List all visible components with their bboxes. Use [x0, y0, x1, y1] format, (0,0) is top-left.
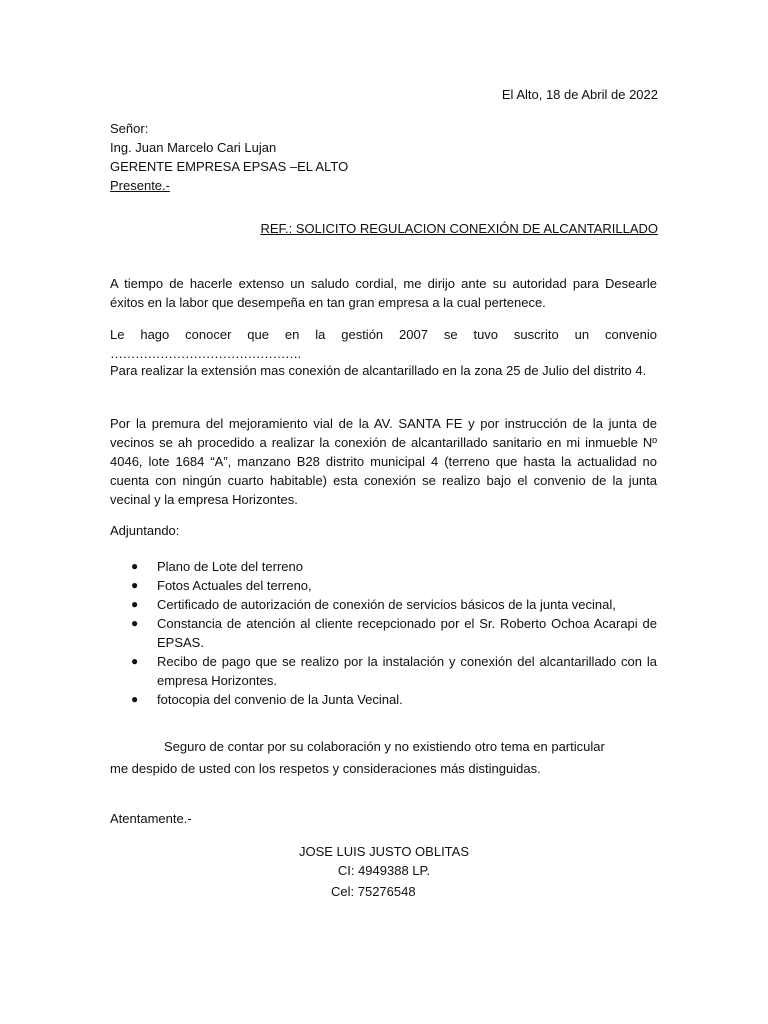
paragraph-convenio — [110, 325, 657, 380]
date-line: El Alto, 18 de Abril de 2022 — [501, 87, 658, 102]
reference-line: REF.: SOLICITO REGULACION CONEXIÓN DE ALCANTARILLADO — [260, 221, 658, 236]
signature-cel: Cel: 75276548 — [331, 884, 416, 899]
list-item: ● fotocopia del convenio de la Junta Vecinal. — [131, 692, 403, 707]
bullet-icon: ● — [131, 597, 139, 611]
paragraph-premura: Por la premura del mejoramiento vial de la AV. SANTA FE y por instrucción de la junta de vecinos se ah procedido a realizar la conexión de alcantarillado sanitario en mi inmueble Nº 4046, lote 1684 “A”, manzano B28 distrito municipal 4 (terreno que hasta la actualidad no cuenta con ningún cuarto habitable) esta conexión se realizo bajo el convenio de la junta vecinal y la empresa Horizontes. — [110, 416, 657, 507]
recipient-position: GERENTE EMPRESA EPSAS –EL ALTO — [110, 159, 349, 174]
recipient-block — [110, 119, 657, 195]
closing-line-1: Seguro de contar por su colaboración y no existiendo otro tema en particular — [164, 739, 605, 754]
farewell: Atentamente.- — [110, 811, 192, 826]
bullet-icon: ● — [131, 559, 139, 573]
convenio-line-3: Para realizar la extensión mas conexión de alcantarillado en la zona 25 de Julio del distrito 4. — [110, 363, 647, 378]
convenio-line-1: Le hago conocer que en la gestión 2007 se tuvo suscrito un convenio — [110, 327, 657, 342]
convenio-dotted-line: ………………………………………. — [110, 346, 301, 361]
list-item: ● Fotos Actuales del terreno, — [131, 578, 312, 593]
list-item: ● Recibo de pago que se realizo por la instalación y conexión del alcantarillado con la empresa Horizontes. — [131, 654, 657, 688]
attachments-list — [110, 557, 657, 709]
recipient-salutation: Señor: — [110, 121, 149, 136]
closing-paragraph — [110, 737, 657, 778]
list-item: ● Plano de Lote del terreno — [131, 559, 303, 574]
closing-line-2: me despido de usted con los respetos y consideraciones más distinguidas. — [110, 761, 541, 776]
signature-ci: CI: 4949388 LP. — [337, 863, 431, 878]
list-item: ● Constancia de atención al cliente recepcionado por el Sr. Roberto Ochoa Acarapi de EPSAS. — [131, 616, 657, 650]
bullet-icon: ● — [131, 616, 139, 630]
presente-label: Presente.- — [110, 178, 170, 193]
paragraph-greeting: A tiempo de hacerle extenso un saludo cordial, me dirijo ante su autoridad para Desearle éxitos en la labor que desempeña en tan gran empresa a la cual pertenece. — [110, 276, 657, 310]
recipient-name: Ing. Juan Marcelo Cari Lujan — [110, 140, 277, 155]
attachments-heading: Adjuntando: — [110, 523, 180, 538]
bullet-icon: ● — [131, 692, 139, 706]
signature-name: JOSE LUIS JUSTO OBLITAS — [298, 844, 469, 859]
bullet-icon: ● — [131, 654, 139, 668]
list-item: ● Certificado de autorización de conexión de servicios básicos de la junta vecinal, — [131, 597, 616, 612]
bullet-icon: ● — [131, 578, 139, 592]
